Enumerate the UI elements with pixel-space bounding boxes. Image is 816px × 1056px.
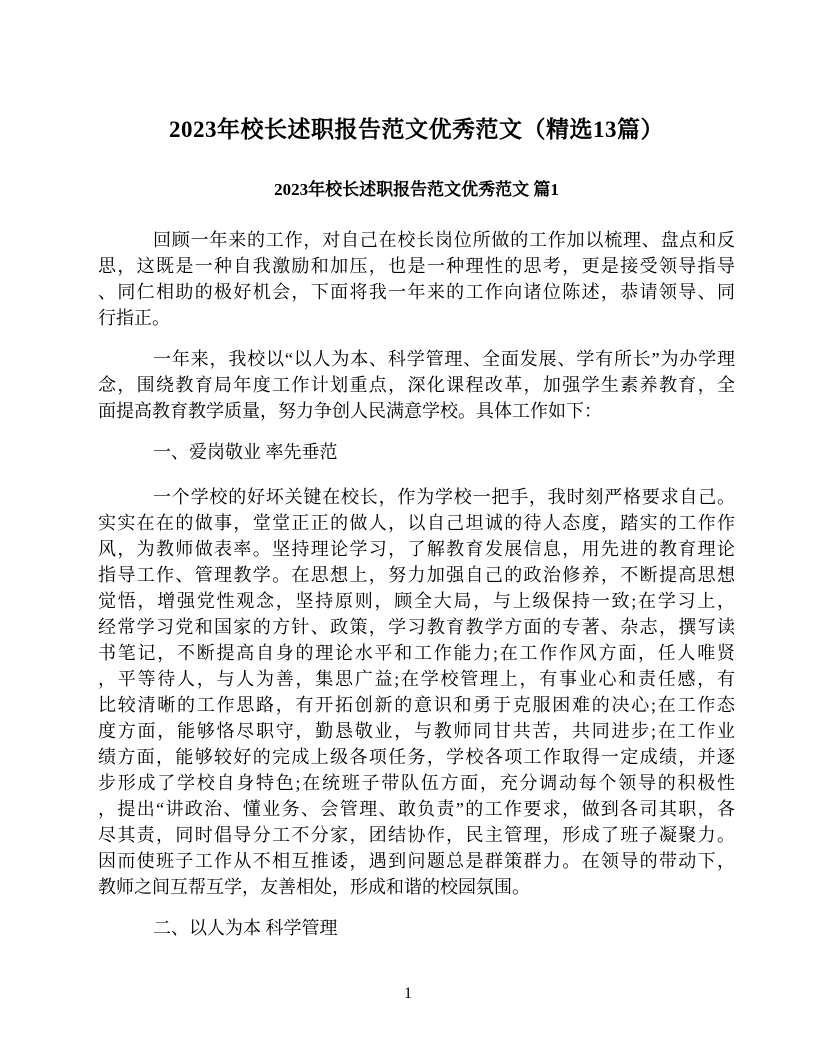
text-line: 指导工作、管理教学。在思想上，努力加强自己的政治修养，不断提高思想 — [98, 565, 735, 585]
text-line: 一个学校的好坏关键在校长，作为学校一把手，我时刻严格要求自己。 — [153, 487, 735, 507]
text-line: 念，围绕教育局年度工作计划重点，深化课程改革，加强学生素养教育，全 — [98, 375, 735, 395]
text-line: 觉悟，增强党性观念，坚持原则，顾全大局，与上级保持一致;在学习上， — [98, 591, 735, 611]
text-line: 书笔记，不断提高自身的理论水平和工作能力;在工作作风方面，任人唯贤 — [98, 643, 735, 663]
text-line: 面提高教育教学质量，努力争创人民满意学校。具体工作如下： — [98, 401, 602, 421]
document-body — [98, 227, 735, 941]
heading — [98, 439, 735, 465]
text-line: 风，为教师做表率。坚持理论学习，了解教育发展信息，用先进的教育理论 — [98, 539, 735, 559]
text-line: 经常学习党和国家的方针、政策，学习教育教学方面的专著、杂志，撰写读 — [98, 617, 735, 637]
text-line: ，平等待人，与人为善，集思广益;在学校管理上，有事业心和责任感，有 — [98, 669, 735, 689]
text-line: 行指正。 — [98, 308, 170, 328]
text-line: 因而使班子工作从不相互推诿，遇到问题总是群策群力。在领导的带动下， — [98, 851, 735, 871]
text-line: 一年来，我校以“以人为本、科学管理、全面发展、学有所长”为办学理 — [153, 349, 735, 369]
text-line: 比较清晰的工作思路，有开拓创新的意识和勇于克服困难的决心;在工作态 — [98, 695, 735, 715]
text-line: 尽其责，同时倡导分工不分家，团结协作，民主管理，形成了班子凝聚力。 — [98, 825, 735, 845]
text-line: 度方面，能够恪尽职守，勤恳敬业，与教师同甘共苦，共同进步;在工作业 — [98, 721, 735, 741]
page-number-footer — [0, 983, 816, 1005]
page-number: 1 — [404, 985, 412, 1002]
text-line: 步形成了学校自身特色;在统班子带队伍方面，充分调动每个领导的积极性 — [98, 773, 735, 793]
text-line: 思，这既是一种自我激励和加压，也是一种理性的思考，更是接受领导指导 — [98, 256, 735, 276]
paragraph — [98, 227, 735, 331]
section-heading: 2023年校长述职报告范文优秀范文 篇1 — [274, 180, 559, 199]
text-line: 二、以人为本 科学管理 — [153, 918, 338, 938]
paragraph — [98, 346, 735, 424]
text-line: 、同仁相助的极好机会，下面将我一年来的工作向诸位陈述，恭请领导、同 — [98, 282, 735, 302]
text-line: 回顾一年来的工作，对自己在校长岗位所做的工作加以梳理、盘点和反 — [153, 230, 735, 250]
text-line: 一、爱岗敬业 率先垂范 — [153, 442, 338, 462]
text-line: 教师之间互帮互学，友善相处，形成和谐的校园氛围。 — [98, 877, 530, 897]
document-title: 2023年校长述职报告范文优秀范文（精选13篇） — [169, 117, 664, 142]
text-line: 实实在在的做事，堂堂正正的做人，以自己坦诚的待人态度，踏实的工作作 — [98, 513, 735, 533]
text-line: 绩方面，能够较好的完成上级各项任务，学校各项工作取得一定成绩，并逐 — [98, 747, 735, 767]
heading — [98, 915, 735, 941]
text-line: ，提出“讲政治、懂业务、会管理、敢负责”的工作要求，做到各司其职，各 — [98, 799, 735, 819]
document-content — [98, 0, 735, 960]
paragraph — [98, 484, 735, 900]
